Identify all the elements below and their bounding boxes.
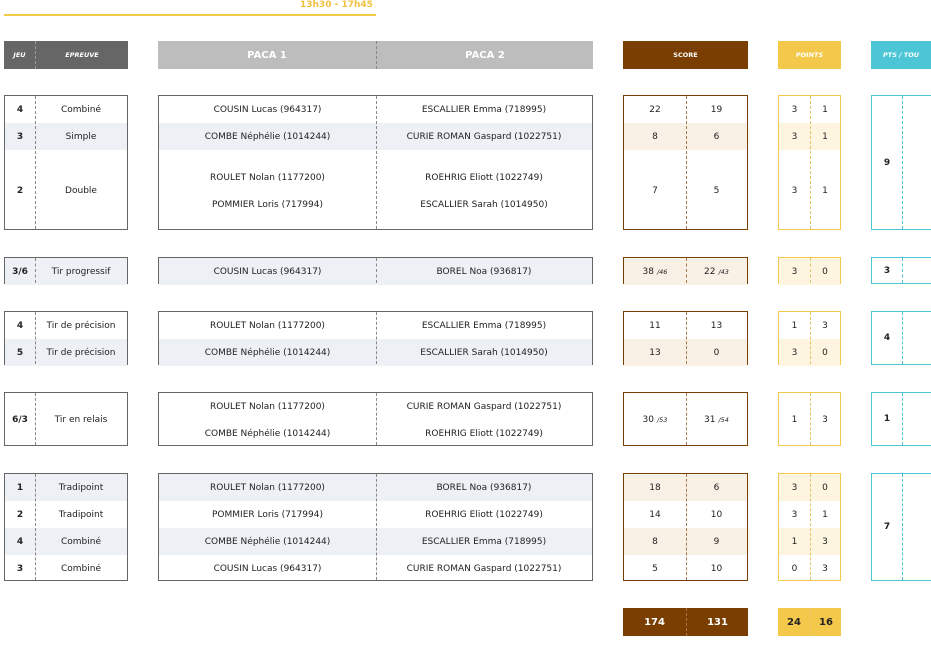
points-team2: 1 (810, 123, 840, 150)
player-team1: POMMIER Loris (717994) (212, 199, 323, 210)
divider (902, 96, 903, 229)
player-team1: ROULET Nolan (1177200) (210, 172, 325, 183)
score-team1 (624, 528, 686, 555)
points-team2: 1 (822, 185, 828, 196)
game-number: 4 (5, 528, 35, 555)
time-underline (4, 14, 376, 16)
game-box (4, 257, 128, 284)
player-team2: ROEHRIG Eliott (1022749) (425, 172, 543, 183)
player-team2: BOREL Noa (936817) (376, 474, 592, 501)
score-team2 (686, 312, 747, 339)
score-value: 13 (710, 320, 723, 331)
score-value: 14 (649, 509, 661, 520)
divider (376, 96, 377, 229)
header-epreuve: EPREUVE (35, 41, 128, 69)
event-name: Tradipoint (35, 474, 127, 501)
game-box (4, 311, 128, 365)
tour-points: 7 (883, 522, 891, 532)
game-box (4, 95, 128, 230)
points-team2: 1 (822, 104, 828, 115)
score-value: 8 (652, 536, 658, 547)
tour-points-box (871, 473, 931, 581)
score-team1 (624, 258, 686, 285)
points-box (778, 95, 841, 230)
score-value: 10 (710, 509, 723, 520)
tour-points: 3 (883, 265, 891, 276)
points-team2: 3 (822, 320, 828, 331)
game-number: 3/6 (5, 258, 35, 285)
points-team2: 0 (810, 339, 840, 366)
score-team2 (686, 339, 747, 366)
divider (686, 258, 687, 283)
event-name: Tir de précision (46, 320, 116, 331)
score-value: 19 (710, 104, 723, 115)
score-team2 (686, 123, 747, 150)
score-value: 31 (704, 415, 716, 425)
event-name: Combiné (60, 563, 101, 574)
player-team2: ESCALLIER Emma (718995) (421, 104, 547, 115)
event-name: Double (65, 185, 97, 196)
score-value: 5 (713, 185, 720, 196)
player-team2: CURIE ROMAN Gaspard (1022751) (406, 401, 562, 412)
score-team1 (624, 312, 686, 339)
divider (686, 474, 687, 580)
score-value: 5 (652, 563, 658, 574)
game-number: 4 (16, 320, 24, 331)
divider (376, 474, 377, 580)
score-value: 6 (713, 131, 720, 142)
player-team2: ESCALLIER Emma (718995) (376, 528, 592, 555)
score-team1 (624, 501, 686, 528)
points-team1: 1 (779, 528, 810, 555)
tour-points-box (871, 311, 931, 365)
game-number: 1 (5, 474, 35, 501)
total-points-team1: 24 (778, 608, 810, 636)
game-number: 4 (16, 104, 24, 115)
score-value: 10 (710, 563, 723, 574)
points-team1: 1 (791, 320, 798, 331)
player-team2: ROEHRIG Eliott (1022749) (425, 428, 543, 439)
header-score: SCORE (623, 41, 748, 69)
divider (810, 96, 811, 229)
tour-points: 1 (883, 414, 891, 424)
score-value: 6 (713, 482, 720, 493)
player-team1: COUSIN Lucas (964317) (213, 104, 322, 115)
score-box (623, 473, 748, 581)
score-box (623, 311, 748, 365)
event-name: Tir en relais (54, 415, 108, 425)
player-team1: COUSIN Lucas (964317) (213, 563, 322, 574)
game-number: 3 (16, 563, 24, 574)
score-team1 (624, 555, 686, 582)
points-team1: 3 (791, 185, 798, 196)
player-team2: CURIE ROMAN Gaspard (1022751) (406, 563, 562, 574)
tour-points: 4 (883, 333, 891, 343)
game-number: 3 (5, 123, 35, 150)
total-score-team1: 174 (623, 608, 686, 636)
points-box (778, 311, 841, 365)
time-range: 13h30 - 17h45 (300, 0, 373, 10)
tour-points-box (871, 257, 931, 284)
teams-box (158, 257, 593, 284)
divider (35, 96, 36, 229)
divider (35, 474, 36, 580)
score-box (623, 257, 748, 284)
divider (376, 393, 377, 445)
player-team1: ROULET Nolan (1177200) (159, 474, 376, 501)
score-value: 11 (649, 320, 661, 331)
score-team2 (686, 528, 747, 555)
tour-points-box (871, 392, 931, 446)
event-name: Combiné (60, 104, 101, 115)
score-box (623, 95, 748, 230)
points-team2: 3 (822, 415, 828, 425)
score-max: /53 (656, 416, 668, 424)
divider (902, 312, 903, 364)
game-box (4, 392, 128, 446)
score-team2 (686, 393, 747, 447)
score-team1 (624, 150, 686, 231)
points-team2: 3 (810, 528, 840, 555)
score-value: 22 (704, 266, 716, 277)
points-box (778, 392, 841, 446)
event-name: Tradipoint (58, 509, 104, 520)
points-team1: 3 (779, 123, 810, 150)
total-score-team2: 131 (686, 608, 748, 636)
header-points: POINTS (778, 41, 841, 69)
score-team1 (624, 474, 686, 501)
player-team2: BOREL Noa (936817) (376, 258, 592, 285)
player-team1: COMBE Néphélie (1014244) (204, 428, 331, 439)
event-name: Combiné (35, 528, 127, 555)
divider (810, 258, 811, 283)
score-team1 (624, 96, 686, 123)
player-team2: CURIE ROMAN Gaspard (1022751) (376, 123, 592, 150)
score-team2 (686, 501, 747, 528)
score-team2 (686, 258, 747, 285)
score-team2 (686, 96, 747, 123)
player-team2: ESCALLIER Emma (718995) (421, 320, 547, 331)
points-team1: 3 (779, 474, 810, 501)
divider (35, 312, 36, 364)
teams-box (158, 95, 593, 230)
player-team2: ESCALLIER Sarah (1014950) (376, 339, 592, 366)
divider (902, 258, 903, 283)
score-value: 9 (713, 536, 720, 547)
header-team2: PACA 2 (376, 41, 593, 69)
header-team1: PACA 1 (158, 41, 376, 69)
game-box (4, 473, 128, 581)
score-team2 (686, 555, 747, 582)
divider (902, 393, 903, 445)
game-number: 2 (16, 509, 24, 520)
game-number: 6/3 (12, 415, 28, 425)
points-team2: 0 (810, 258, 840, 285)
header-jeu: JEU (4, 41, 35, 69)
divider (686, 312, 687, 364)
score-team1 (624, 339, 686, 366)
teams-box (158, 473, 593, 581)
score-value: 0 (713, 347, 720, 358)
divider (686, 393, 687, 445)
points-team2: 1 (822, 509, 828, 520)
player-team2: ESCALLIER Sarah (1014950) (420, 199, 548, 210)
tour-points: 9 (883, 157, 891, 168)
total-points-team2: 16 (810, 608, 841, 636)
points-team1: 0 (791, 563, 798, 574)
points-team2: 3 (822, 563, 828, 574)
divider (810, 312, 811, 364)
score-box (623, 392, 748, 446)
player-team2: ROEHRIG Eliott (1022749) (425, 509, 543, 520)
divider (810, 474, 811, 580)
score-value: 38 (642, 266, 654, 277)
score-max: /46 (656, 267, 668, 276)
points-team1: 3 (791, 104, 798, 115)
points-box (778, 473, 841, 581)
points-team1: 3 (791, 509, 798, 520)
teams-box (158, 311, 593, 365)
header-pts-tour: PTS / TOU (871, 41, 931, 69)
points-team1: 3 (779, 258, 810, 285)
points-team1: 1 (791, 415, 798, 425)
game-number: 2 (16, 185, 24, 196)
score-max: /54 (718, 416, 729, 424)
player-team1: ROULET Nolan (1177200) (210, 320, 325, 331)
score-team2 (686, 150, 747, 231)
player-team1: COUSIN Lucas (964317) (159, 258, 376, 285)
score-value: 13 (649, 347, 661, 358)
score-team1 (624, 123, 686, 150)
score-max: /43 (718, 267, 729, 276)
tour-points-box (871, 95, 931, 230)
score-value: 30 (642, 415, 654, 425)
divider (902, 474, 903, 580)
points-team2: 0 (810, 474, 840, 501)
score-team2 (686, 474, 747, 501)
divider (376, 258, 377, 283)
score-team1 (624, 393, 686, 447)
player-team1: COMBE Néphélie (1014244) (159, 339, 376, 366)
player-team1: COMBE Néphélie (1014244) (159, 528, 376, 555)
event-name: Tir de précision (35, 339, 127, 366)
divider (376, 312, 377, 364)
score-value: 7 (652, 185, 658, 196)
score-value: 8 (652, 131, 658, 142)
game-number: 5 (5, 339, 35, 366)
divider (35, 393, 36, 445)
player-team1: ROULET Nolan (1177200) (210, 401, 325, 412)
teams-box (158, 392, 593, 446)
score-value: 22 (649, 104, 661, 115)
divider (35, 258, 36, 283)
player-team1: POMMIER Loris (717994) (212, 509, 323, 520)
event-name: Simple (35, 123, 127, 150)
event-name: Tir progressif (35, 258, 127, 285)
score-value: 18 (649, 482, 661, 493)
player-team1: COMBE Néphélie (1014244) (159, 123, 376, 150)
points-box (778, 257, 841, 284)
points-team1: 3 (779, 339, 810, 366)
divider (810, 393, 811, 445)
divider (686, 96, 687, 229)
